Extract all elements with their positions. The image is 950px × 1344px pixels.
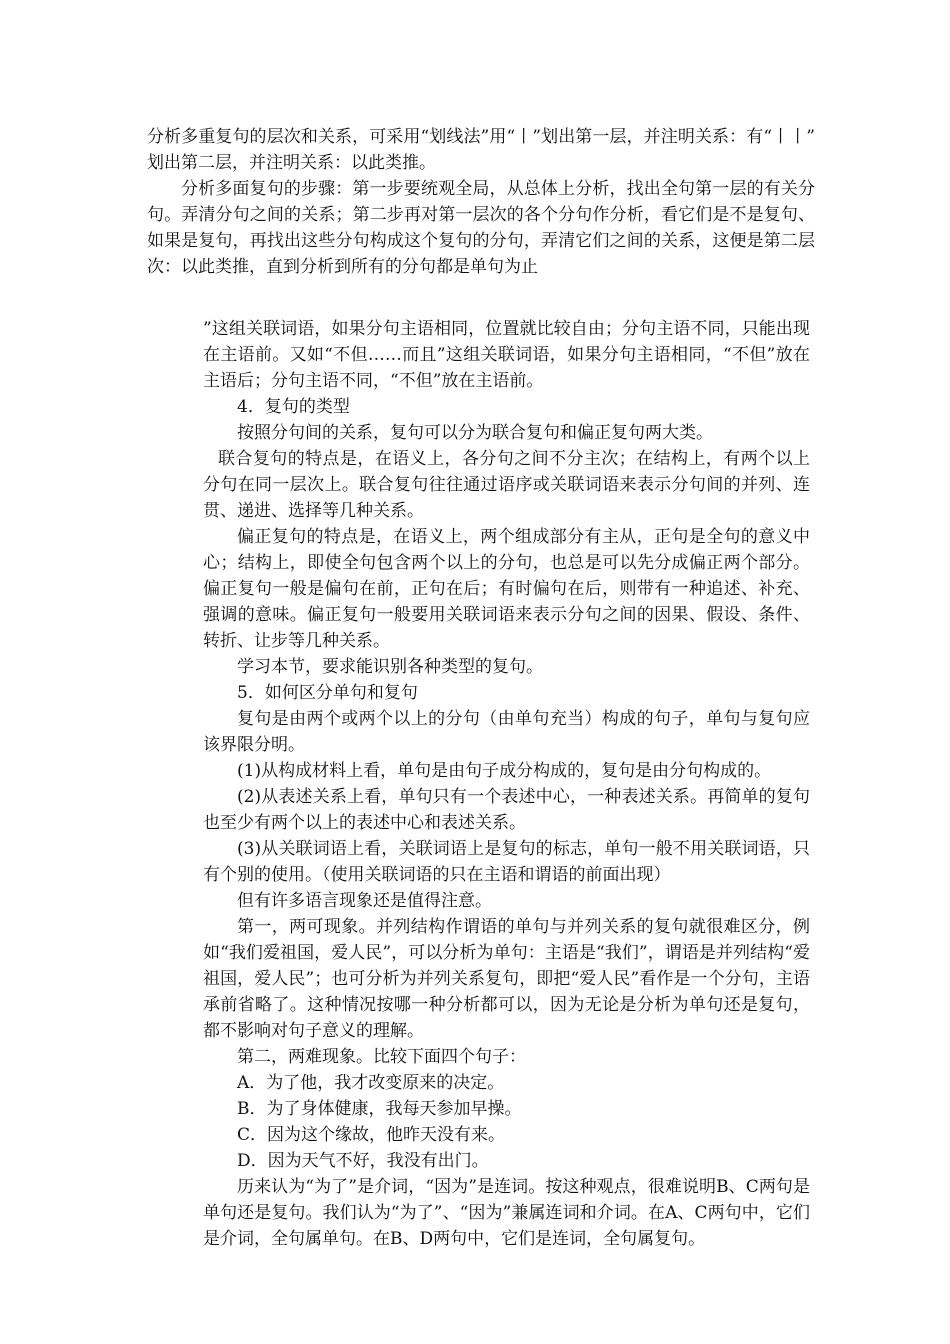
paragraph-coordinate-complex: 联合复句的特点是，在语义上，各分句之间不分主次；在结构上，有两个以上分句在同一层次上。联合复句往往通过语序或关联词语来表示分句间的并列、连贯、递进、选择等几种关系。 bbox=[203, 449, 810, 521]
paragraph-note-phenomena: 但有许多语言现象还是值得注意。 bbox=[237, 891, 492, 911]
paragraph-study-requirement: 学习本节，要求能识别各种类型的复句。 bbox=[237, 657, 543, 677]
paragraph-connective-position: ”这组关联词语，如果分句主语相同，位置就比较自由；分句主语不同，只能出现在主语前。又如“不但……而且”这组关联词语，如果分句主语相同，“不但”放在主语后；分句主语不同，“不但”放在主语前。 bbox=[203, 319, 810, 391]
top-text-block bbox=[147, 124, 815, 280]
example-sentence-d: D．因为天气不好，我没有出门。 bbox=[237, 1151, 489, 1171]
heading-complex-sentence-types: 4．复句的类型 bbox=[237, 397, 350, 417]
paragraph-complex-definition: 复句是由两个或两个以上的分句（由单句充当）构成的句子，单句与复句应该界限分明。 bbox=[203, 709, 810, 755]
paragraph-subordinate-complex: 偏正复句的特点是，在语义上，两个组成部分有主从，正句是全句的意义中心；结构上，即使全句包含两个以上的分句，也总是可以先分成偏正两个部分。偏正复句一般是偏句在前，正句在后；有时偏句在后，则带有一种追述、补充、强调的意味。偏正复句一般要用关联词语来表示分句之间的因果、假设、条件、转折、让步等几种关系。 bbox=[203, 527, 810, 651]
paragraph-two-categories: 按照分句间的关系，复句可以分为联合复句和偏正复句两大类。 bbox=[237, 423, 713, 443]
heading-distinguish-simple-complex: 5．如何区分单句和复句 bbox=[237, 683, 418, 703]
main-text-block bbox=[203, 316, 810, 1252]
paragraph-difficult-case: 第二，两难现象。比较下面四个句子： bbox=[237, 1047, 526, 1067]
paragraph-point-2: (2)从表述关系上看，单句只有一个表述中心，一种表述关系。再简单的复句也至少有两个以上的表述中心和表述关系。 bbox=[203, 787, 810, 833]
paragraph-analysis-steps: 分析多面复句的步骤：第一步要统观全局，从总体上分析，找出全句第一层的有关分句。弄清分句之间的关系；第二步再对第一层次的各个分句作分析，看它们是不是复句、如果是复句，再找出这些分句构成这个复句的分句，弄清它们之间的关系，这便是第二层次：以此类推，直到分析到所有的分句都是单句为止 bbox=[147, 179, 815, 277]
example-sentence-c: C．因为这个缘故，他昨天没有来。 bbox=[237, 1125, 506, 1145]
paragraph-point-3: (3)从关联词语上看，关联词语上是复句的标志，单句一般不用关联词语，只有个别的使用。（使用关联词语的只在主语和谓语的前面出现） bbox=[203, 839, 810, 885]
paragraph-layered-analysis: 分析多重复句的层次和关系，可采用“划线法”用“丨”划出第一层，并注明关系：有“丨丨” 划出第二层，并注明关系：以此类推。 bbox=[147, 127, 815, 173]
paragraph-ambiguous-case: 第一，两可现象。并列结构作谓语的单句与并列关系的复句就很难区分，例如“我们爱祖国，爱人民”，可以分析为单句：主语是“我们”，谓语是并列结构“爱祖国，爱人民”；也可分析为并列关系复句，即把“爱人民”看作是一个分句，主语承前省略了。这种情况按哪一种分析都可以，因为无论是分析为单句还是复句，都不影响对句子意义的理解。 bbox=[203, 917, 810, 1041]
example-sentence-a: A．为了他，我才改变原来的决定。 bbox=[237, 1073, 505, 1093]
paragraph-conclusion: 历来认为“为了”是介词，“因为”是连词。按这种观点，很难说明B、C两句是单句还是复句。我们认为“为了”、“因为”兼属连词和介词。在A、C两句中，它们是介词，全句属单句。在B、D两句中，它们是连词，全句属复句。 bbox=[203, 1177, 810, 1249]
paragraph-point-1: (1)从构成材料上看，单句是由句子成分构成的，复句是由分句构成的。 bbox=[237, 761, 772, 781]
example-sentence-b: B．为了身体健康，我每天参加早操。 bbox=[237, 1099, 522, 1119]
